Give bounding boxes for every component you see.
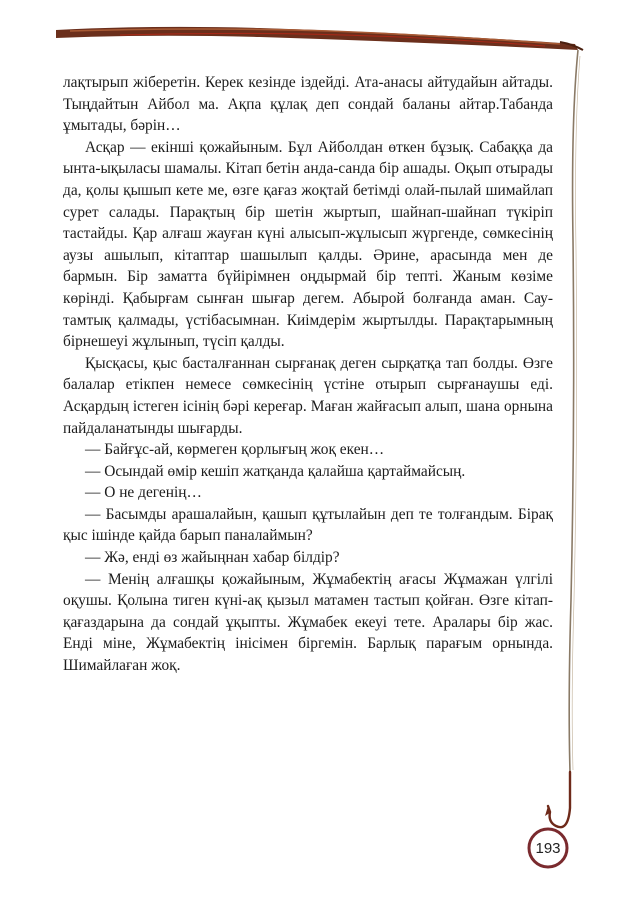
dialogue-line-2: — Осындай өмір кешіп жатқанда қалайша қартаймайсың.	[85, 462, 466, 480]
dialogue-line-5: — Жә, енді өз жайыңнан хабар білдір?	[85, 549, 340, 567]
body-text	[63, 72, 553, 677]
dialogue-line-4: — Басымды арашалайын, қашып құтылайын деп те толғандым. Бірақ қыс ішінде қайда барып паналаймын?	[63, 505, 553, 545]
page-number: 193	[535, 839, 561, 857]
dialogue-line-3: — О не дегенің…	[85, 484, 202, 502]
fishing-hook	[548, 772, 570, 827]
paragraph-2: Асқар — екінші қожайыным. Бұл Айболдан өткен бұзық. Сабаққа да ынта-ықыласы шамалы. Кітап бетін анда-санда бір ашады. Оқып отырады да, қолы қышып кете ме, өзге қағаз жоқтай бетімді олай-пылай шимайлап сурет салады. Парақтың бір шетін жыртып, шайнап-шайнап түкіріп тастайды. Қар алғаш жауған күні алысып-жұлысып жүргенде, сөмкесінің аузы ашылып, кітаптар шашылып қалды. Әрине, арасында мен де бармын. Бір заматта бүйірімнен оңдырмай бір тепті. Жаным көзіме көрінді. Қабырғам сынған шығар дегем. Абырой болғанда аман. Сау-тамтық қалмады, үстібасымнан. Киімдерім жыртылды. Парақтарымның бірнешеуі жұлынып, түсіп қалды.	[63, 138, 553, 351]
paragraph-1: лақтырып жіберетін. Керек кезінде іздейді. Ата-анасы айтудайын айтады. Тыңдайтын Айбол ма. Ақпа құлақ деп сондай баланы айтар.Табанда ұмытады, бәрін…	[63, 74, 553, 135]
dialogue-line-1: — Байғұс-ай, көрмеген қорлығың жоқ екен…	[85, 441, 385, 459]
dialogue-line-6: — Менің алғашқы қожайыным, Жұмабектің ағасы Жұмажан үлгілі оқушы. Қолына тиген күні-ақ қызыл матамен тастып қойған. Өзге кітап-қағаздарына да сондай ұқыпты. Жұмабек екеуі тете. Аралары бір жас. Енді міне, Жұмабектің інісімен біргемін. Барлық парағым орнында. Шимайлаған жоқ.	[63, 570, 553, 675]
paragraph-3: Қысқасы, қыс басталғаннан сырғанақ деген сырқатқа тап болды. Өзге балалар етікпен немесе сөмкесінің үстіне отырып сырғанаушы еді. Асқардың істеген ісінің бәрі кереғар. Маған жайғасып алып, шана орнына пайдаланатынды шығарды.	[63, 354, 553, 437]
